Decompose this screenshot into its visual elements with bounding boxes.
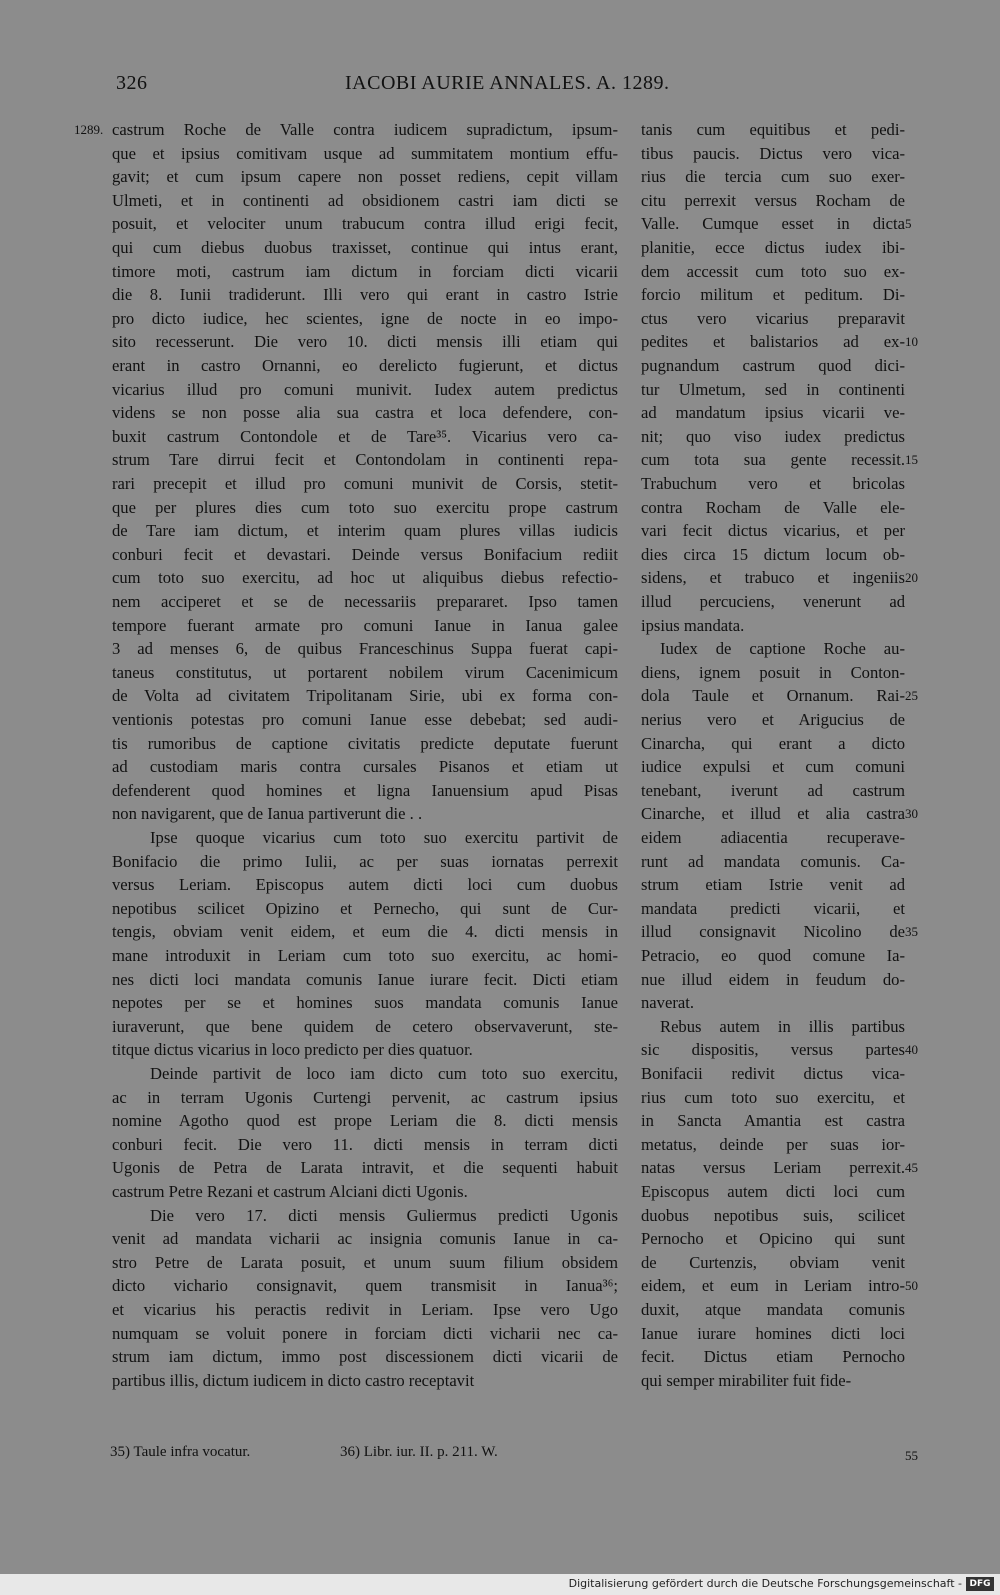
left-text-line: partibus illis, dictum iudicem in dicto castro receptavit [112,1370,475,1390]
right-text-line: naverat. [641,993,694,1013]
right-text-line: Cinarche, et illud et alia castra [641,804,905,824]
right-text-line: strum etiam Istrie venit ad [641,875,905,895]
left-text-line: Ipse quoque vicarius cum toto suo exercitu partivit de [150,828,618,847]
line-number: 45 [905,1160,918,1176]
right-text-line: eidem adiacentia recuperave- [641,828,905,847]
right-text-line: vari fecit dictus vicarius, et per [641,521,905,541]
left-text-line: de Volta ad civitatem Tripolitanam Sirie, ubi ex forma con- [112,686,618,706]
right-text-line: ctus vero vicarius preparavit [641,308,905,328]
left-text-line: castrum Roche de Valle contra iudicem supradictum, ipsum- [112,120,618,139]
right-text-line: natas versus Leriam perrexit. [641,1158,905,1178]
left-text-line: tempore fuerant armate pro comuni Ianue in Ianua galee [112,615,618,635]
left-text-line: conburi fecit. Die vero 11. dicti mensis in terram dicti [112,1134,618,1154]
line-number: 20 [905,570,918,586]
line-number: 15 [905,452,918,468]
right-text-line: Rebus autem in illis partibus [660,1016,905,1036]
line-number: 50 [905,1278,918,1294]
right-text-line: sic dispositis, versus partes [641,1040,905,1060]
right-text-line: nerius vero et Arigucius de [641,710,905,729]
right-text-line: Cinarcha, qui erant a dicto [641,733,905,753]
left-text-line: strum iam dictum, immo post discessionem dicti vicarii de [112,1347,618,1367]
left-text-line: versus Leriam. Episcopus autem dicti loci cum duobus [112,875,618,895]
left-text-line: ventionis potestas pro comuni Ianue esse debebat; sed audi- [112,710,618,729]
footnote-36: 36) Libr. iur. II. p. 211. W. [340,1444,498,1460]
left-text-line: timore moti, castrum iam dictum in forciam dicti vicarii [112,261,618,281]
footer-text: Digitalisierung gefördert durch die Deutsche Forschungsgemeinschaft - [568,1577,962,1590]
left-text-line: Bonifacio die primo Iulii, ac per suas iornatas perrexit [112,851,618,871]
dfg-logo: DFG [966,1577,994,1591]
line-number: 55 [905,1448,918,1463]
line-number: 35 [905,924,918,940]
left-text-line: nepotes per se et homines suos mandata comunis Ianue [112,993,618,1013]
right-text-line: mandata predicti vicarii, et [641,898,905,918]
left-text-line: erant in castro Ornanni, eo derelicto fugierunt, et dictus [112,356,618,375]
right-text-line: Trabuchum vero et bricolas [641,474,905,493]
right-text-line: Petracio, eo quod comune Ia- [641,946,905,965]
right-text-line: nue illud eidem in feudum do- [641,969,905,989]
page-header [0,72,1000,100]
right-text-line: ad mandatum ipsius vicarii ve- [641,403,905,423]
line-number: 10 [905,334,918,350]
left-text-line: dicto vichario consignavit, quem transmisit in Ianua³⁶; [112,1276,618,1296]
left-text-line: die 8. Iunii tradiderunt. Illi vero qui erant in castro Istrie [112,285,618,305]
left-text-line: ac in terram Ugonis Curtengi pervenit, ac castrum ipsius [112,1087,618,1107]
left-text-line: de Tare iam dictum, et interim quam plures villas iudicis [112,521,618,541]
left-text-line: nes dicti loci mandata comunis Ianue iurare fecit. Dicti etiam [112,969,618,989]
left-text-line: et vicarius his peractis redivit in Leriam. Ipse vero Ugo [112,1300,618,1319]
right-text-line: forcio militum et peditum. Di- [641,285,905,305]
left-text-line: tis rumoribus de captione civitatis predicte deputate fuerunt [112,733,618,753]
left-text-line: nem acciperet et se de necessariis prepararet. Ipso tamen [112,592,618,611]
line-number: 30 [905,806,918,822]
line-number: 5 [905,216,912,232]
left-text-line: mane introduxit in Leriam cum toto suo exercitu, ac homi- [112,946,618,965]
line-number: 40 [905,1042,918,1058]
right-text-line: cum tota sua gente recessit. [641,450,905,470]
left-text-line: defenderent quod homines et ligna Ianuensium apud Pisas [112,780,618,800]
line-number: 25 [905,688,918,704]
left-text-line: iuraverunt, que bene quidem de cetero observaverunt, ste- [112,1016,618,1036]
left-text-line: taneus constitutus, ut portarent nobilem virum Cacenimicum [112,662,618,682]
left-text-line: conburi fecit et devastari. Deinde versus Bonifacium rediit [112,544,618,564]
right-text-line: duobus nepotibus suis, scilicet [641,1205,905,1225]
right-text-line: sidens, et trabuco et ingeniis [641,568,905,588]
right-text-line: Bonifacii redivit dictus vica- [641,1064,905,1083]
left-text-line: buxit castrum Contondole et de Tare³⁵. Vicarius vero ca- [112,426,618,446]
right-text-line: contra Rocham de Valle ele- [641,497,905,517]
right-text-line: fecit. Dictus etiam Pernocho [641,1347,905,1367]
right-text-line: illud percuciens, venerunt ad [641,592,905,611]
left-text-line: nomine Agotho quod est prope Leriam die 8. dicti mensis [112,1111,618,1131]
left-text-line: Ugonis de Petra de Larata intravit, et die sequenti habuit [112,1158,618,1178]
right-text-line: metatus, deinde per suas ior- [641,1134,905,1154]
right-text-line: nit; quo viso iudex predictus [641,426,905,446]
digitization-footer [0,1574,1000,1595]
left-text-line: strum Tare dirrui fecit et Contondolam in continenti repa- [112,450,618,470]
left-text-line: pro dicto iudice, hec scientes, igne de nocte in eo impo- [112,308,618,328]
right-text-line: diens, ignem posuit in Conton- [641,662,905,682]
right-text-line: citu perrexit versus Rocham de [641,190,905,210]
margin-year: 1289. [74,122,104,137]
left-text-line: ad custodiam maris contra cursales Pisanos et etiam ut [112,757,618,777]
right-text-line: illud consignavit Nicolino de [641,922,905,942]
left-text-line: non navigarent, que de Ianua partiverunt die . . [112,804,423,824]
right-text-line: dem accessit cum toto suo ex- [641,261,905,281]
right-text-line: qui semper mirabiliter fuit fide- [641,1370,852,1390]
right-text-line: rius cum toto suo exercitu, et [641,1087,905,1107]
footnote-35: 35) Taule infra vocatur. [110,1444,251,1460]
right-text-line: tibus paucis. Dictus vero vica- [641,143,905,163]
left-text-line: vicarius illud pro comuni munivit. Iudex autem predictus [112,379,618,399]
left-text-line: rari precepit et illud pro comuni munivit de Corsis, stetit- [112,474,618,493]
left-text-line: cum toto suo exercitu, ad hoc ut aliquibus diebus refectio- [112,568,618,588]
right-text-line: Ianue iurare homines dicti loci [641,1323,905,1343]
left-text-line: que per plures dies cum toto suo exercitu prope castrum [112,497,618,517]
left-text-line: que et ipsius comitivam usque ad summitatem montium effu- [112,143,618,163]
left-text-line: Deinde partivit de loco iam dicto cum toto suo exercitu, [150,1064,618,1083]
right-text-line: tur Ulmetum, sed in continenti [641,379,905,399]
right-text-line: tanis cum equitibus et pedi- [641,120,905,139]
right-text-line: rius die tercia cum suo exer- [641,167,905,187]
left-text-line: 3 ad menses 6, de quibus Franceschinus Suppa fuerat capi- [112,639,618,659]
left-text-line: Die vero 17. dicti mensis Guliermus predicti Ugonis [150,1205,618,1225]
page-number: 326 [116,72,148,94]
left-text-line: sito recesserunt. Die vero 10. dicti mensis illi etiam qui [112,332,618,352]
right-text-line: pedites et balistarios ad ex- [641,332,905,352]
left-text-line: nepotibus scilicet Opizino et Pernecho, qui sunt de Cur- [112,898,618,918]
right-text-line: runt ad mandata comunis. Ca- [641,851,905,871]
left-text-line: videns se non posse alia sua castra et loca defendere, con- [112,403,618,423]
right-text-line: in Sancta Amantia est castra [641,1111,905,1131]
left-text-line: qui cum diebus duobus traxisset, continue qui intus erant, [112,238,618,257]
right-text-line: Pernocho et Opicino qui sunt [641,1229,905,1249]
right-text-line: eidem, et eum in Leriam intro- [641,1276,905,1296]
right-text-line: Valle. Cumque esset in dicta [641,214,905,234]
left-text-line: tengis, obviam venit eidem, et eum die 4. dicti mensis in [112,922,618,942]
left-text-line: castrum Petre Rezani et castrum Alciani dicti Ugonis. [112,1182,468,1201]
right-text-line: duxit, atque mandata comunis [641,1300,905,1319]
right-text-line: dies circa 15 dictum locum ob- [641,544,905,564]
left-text-line: titque dictus vicarius in loco predicto per dies quatuor. [112,1040,473,1060]
right-text-line: tenebant, iverunt ad castrum [641,780,905,800]
left-text-line: Ulmeti, et in continenti ad obsidionem castri iam dicti se [112,190,618,210]
running-title: IACOBI AURIE ANNALES. A. 1289. [345,72,670,94]
right-text-line: Episcopus autem dicti loci cum [641,1182,905,1201]
right-text-line: iudice expulsi et cum comuni [641,757,905,777]
right-text-line: planitie, ecce dictus iudex ibi- [641,238,905,257]
left-text-line: gavit; et cum ipsum capere non posset rediens, cepit villam [112,167,618,187]
right-text-line: ipsius mandata. [641,615,745,635]
left-text-line: stro Petre de Larata posuit, et unum suum filium obsidem [112,1252,618,1272]
left-text-line: posuit, et velociter unum trabucum contra illud erigi fecit, [112,214,618,234]
right-text-line: pugnandum castrum quod dici- [641,356,905,375]
right-text-line: dola Taule et Ornanum. Rai- [641,686,905,706]
left-text-line: numquam se voluit ponere in forciam dicti vicharii nec ca- [112,1323,618,1343]
right-text-line: Iudex de captione Roche au- [660,639,905,659]
left-text-line: venit ad mandata vicharii ac insignia comunis Ianue in ca- [112,1229,618,1249]
right-text-line: de Curtenzis, obviam venit [641,1252,905,1272]
